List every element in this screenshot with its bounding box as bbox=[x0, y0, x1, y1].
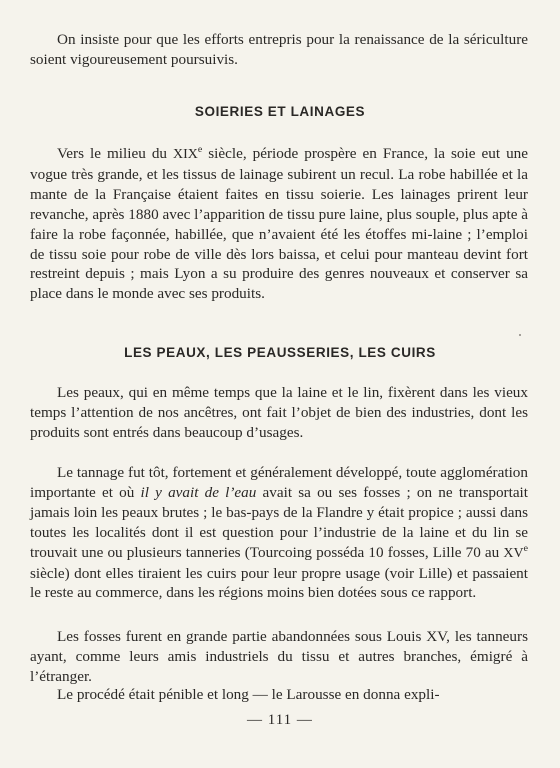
section-heading-peaux: LES PEAUX, LES PEAUSSERIES, LES CUIRS bbox=[124, 345, 436, 360]
century-suffix: e bbox=[197, 143, 203, 155]
paragraph-soieries bbox=[30, 144, 528, 304]
century-suffix-xv: e bbox=[523, 542, 528, 554]
paragraph-peaux-2-mid: avait sa ou ses fosses ; on ne transportait jamais loin les peaux brutes ; le bas-pays de la Flandre y était propice ; aussi dans toutes les localités dont il est question pour l’industrie de la laine et du lin se trouvait une ou plusieurs tanneries (Tourcoing posséda 10 fosses, Lille 70 au bbox=[30, 483, 528, 561]
paragraph-peaux-3: Les fosses furent en grande partie abandonnées sous Louis XV, les tanneurs ayant, comme leurs amis industriels du tissu et autres branches, émigré à l’étranger. bbox=[30, 628, 528, 685]
paragraph-peaux-1: Les peaux, qui en même temps que la laine et le lin, fixèrent dans les vieux temps l’attention de nos ancêtres, ont fait l’objet de bien des industries, dont les produits sont entrés dans beaucoup d’usages. bbox=[30, 384, 528, 441]
paper-speck bbox=[519, 334, 521, 336]
paragraph-peaux-4: Le procédé était pénible et long — le Larousse en donna expli- bbox=[57, 686, 440, 703]
paragraph-peaux-2-lead: Le tannage fut tôt, fortement et généralement développé, toute agglomération importante et où bbox=[30, 464, 528, 501]
paragraph-soieries-body: siècle, période prospère en France, la soie eut une vogue très grande, et les tissus de lainage subirent un recul. La robe habillée et la mante de la Française étaient faites en tissu soierie. Les lainages prirent leur revanche, après 1880 avec l’apparition de tissu pure laine, plus souple, plus apte à faire la robe façonnée, habillée, que n’avaient été les étoffes mi-laine ; l’emploi de tissu soie pour robe de ville dès lors baissa, et celui pour manteau devint fort restreint depuis ; mais Lyon a su produire des genres nouveaux et conserver sa place dans le monde avec ses produits. bbox=[30, 145, 528, 303]
italic-phrase: il y avait de l’eau bbox=[140, 483, 257, 501]
century-numeral-xv: XV bbox=[503, 545, 524, 561]
paragraph-peaux-2 bbox=[30, 463, 528, 603]
paragraph-soieries-lead: Vers le milieu du bbox=[57, 145, 174, 162]
paragraph-peaux-2-tail: siècle) dont elles tiraient les cuirs pour leur propre usage (voir Lille) et passaient le reste au commerce, dans les régions moins bien dotées sous ce rapport. bbox=[30, 564, 528, 602]
intro-paragraph: On insiste pour que les efforts entrepris pour la renaissance de la sériculture soient vigoureusement poursuivis. bbox=[30, 31, 528, 68]
century-numeral: XIX bbox=[173, 147, 198, 162]
page-number: — 111 — bbox=[247, 712, 313, 728]
section-heading-soieries: SOIERIES ET LAINAGES bbox=[194, 104, 366, 119]
